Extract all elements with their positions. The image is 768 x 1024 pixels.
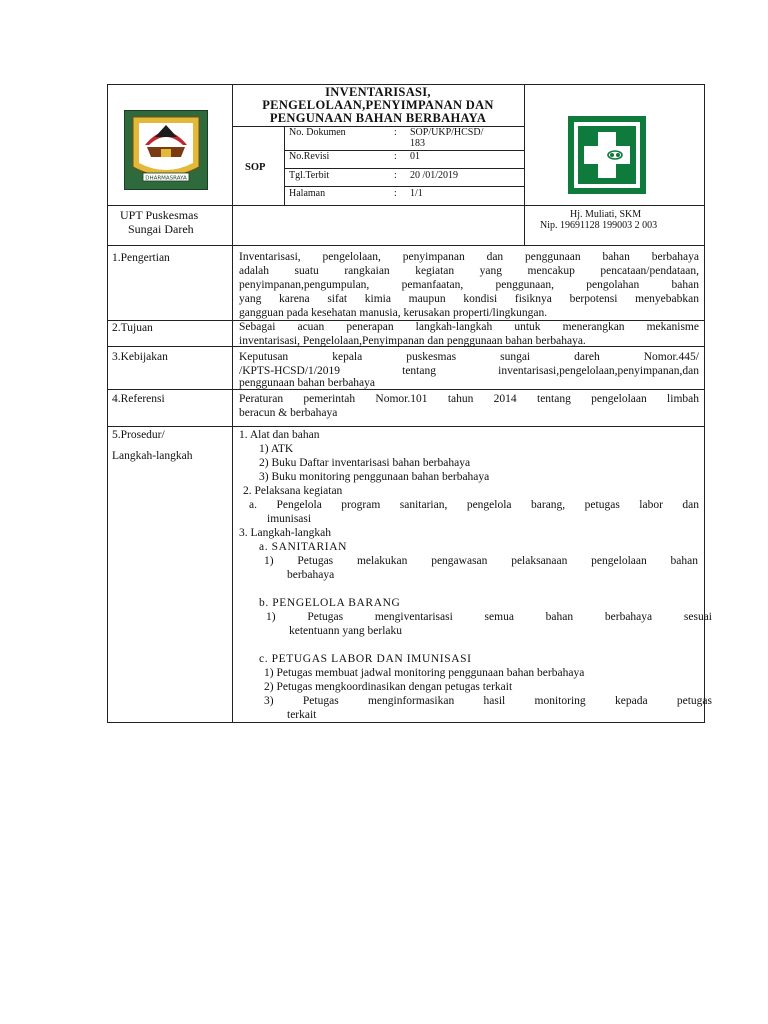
section-label-prosedur-1: 5.Prosedur/ <box>112 429 165 441</box>
prosedur-line: c. PETUGAS LABOR DAN IMUNISASI <box>259 653 472 665</box>
prosedur-line: 2) Petugas mengkoordinasikan dengan petugas terkait <box>264 681 513 693</box>
pengertian-line: adalah suatu rangkaian kegiatan yang mencakup pencataan/pendataan, <box>239 265 699 277</box>
prosedur-line: 1. Alat dan bahan <box>239 429 320 441</box>
prosedur-line: terkait <box>287 709 317 721</box>
puskesmas-cross-icon <box>568 116 646 194</box>
prosedur-line: ketentuann yang berlaku <box>289 625 403 637</box>
pengertian-line: gangguan pada kesehatan manusia, kerusakan properti/lingkungan. <box>239 307 548 319</box>
referensi-line: beracun & berbahaya <box>239 407 338 419</box>
revision-value: 01 <box>410 151 420 162</box>
signer-nip: Nip. 19691128 199003 2 003 <box>540 220 658 231</box>
doc-number-label: No. Dokumen <box>289 127 346 138</box>
sop-label: SOP <box>245 162 266 173</box>
prosedur-line: 3) Petugas menginformasikan hasil monitoring kepada petugas <box>264 695 712 707</box>
section-label-kebijakan: 3.Kebijakan <box>112 351 168 363</box>
prosedur-line: 1) Petugas mengiventarisasi semua bahan berbahaya sesuai <box>266 611 712 623</box>
revision-colon: : <box>394 151 397 162</box>
tujuan-line: inventarisasi, Pengelolaan,Penyimpanan dan penggunaan bahan berbahaya. <box>239 335 586 347</box>
tujuan-line: Sebagai acuan penerapan langkah-langkah untuk menerangkan mekanisme <box>239 321 699 333</box>
prosedur-line: 2. Pelaksana kegiatan <box>243 485 343 497</box>
issue-date-label: Tgl.Terbit <box>289 170 330 181</box>
title-line-2: PENGELOLAAN,PENYIMPANAN DAN <box>262 98 494 112</box>
kebijakan-line: /KPTS-HCSD/1/2019 tentang inventarisasi,pengelolaan,penyimpanan,dan <box>239 365 699 377</box>
title-line-1: INVENTARISASI, <box>325 85 431 99</box>
org-name-line-2: Sungai Dareh <box>128 222 194 236</box>
prosedur-line: 1) ATK <box>259 443 294 455</box>
section-label-pengertian: 1.Pengertian <box>112 252 170 264</box>
svg-text:DHARMASRAYA: DHARMASRAYA <box>145 175 187 182</box>
prosedur-line: 3) Buku monitoring penggunaan bahan berbahaya <box>259 471 490 483</box>
signer-name: Hj. Muliati, SKM <box>570 209 642 220</box>
prosedur-line: 2) Buku Daftar inventarisasi bahan berbahaya <box>259 457 471 469</box>
page-label: Halaman <box>289 188 326 199</box>
doc-number-colon: : <box>394 127 397 138</box>
prosedur-line: 1) Petugas melakukan pengawasan pelaksanaan pengelolaan bahan <box>264 555 698 567</box>
prosedur-line: berbahaya <box>287 569 335 581</box>
page-value: 1/1 <box>410 188 423 199</box>
section-label-referensi: 4.Referensi <box>112 393 165 405</box>
prosedur-line: b. PENGELOLA BARANG <box>259 597 401 609</box>
kebijakan-line: penggunaan bahan berbahaya <box>239 377 376 389</box>
doc-number-value-2: 183 <box>410 138 425 149</box>
prosedur-line: imunisasi <box>267 513 312 525</box>
prosedur-line: a. SANITARIAN <box>259 541 348 553</box>
doc-number-value-1: SOP/UKP/HCSD/ <box>410 127 484 138</box>
org-name-line-1: UPT Puskesmas <box>120 208 199 222</box>
page-colon: : <box>394 188 397 199</box>
prosedur-line: 3. Langkah-langkah <box>239 527 331 539</box>
pengertian-line: yang karena sifat kimia maupun kondisi fisiknya berpotensi menyebabkan <box>239 293 699 305</box>
title-line-3: PENGUNAAN BAHAN BERBAHAYA <box>269 111 487 125</box>
referensi-line: Peraturan pemerintah Nomor.101 tahun 2014 tentang pengelolaan limbah <box>239 393 699 405</box>
prosedur-line: 1) Petugas membuat jadwal monitoring penggunaan bahan berbahaya <box>264 667 585 679</box>
prosedur-line: a. Pengelola program sanitarian, pengelola barang, petugas labor dan <box>249 499 699 511</box>
section-label-tujuan: 2.Tujuan <box>112 322 153 334</box>
regency-emblem-icon <box>124 110 208 190</box>
kebijakan-line: Keputusan kepala puskesmas sungai dareh Nomor.445/ <box>239 351 699 363</box>
issue-date-value: 20 /01/2019 <box>410 170 459 181</box>
pengertian-line: penyimpanan,pengumpulan, pemanfaatan, penggunaan, pengolahan bahan <box>239 279 699 291</box>
revision-label: No.Revisi <box>289 151 330 162</box>
document-title <box>234 86 522 125</box>
issue-date-colon: : <box>394 170 397 181</box>
pengertian-line: Inventarisasi, pengelolaan, penyimpanan dan penggunaan bahan berbahaya <box>239 251 699 263</box>
section-label-prosedur-2: Langkah-langkah <box>112 450 193 462</box>
